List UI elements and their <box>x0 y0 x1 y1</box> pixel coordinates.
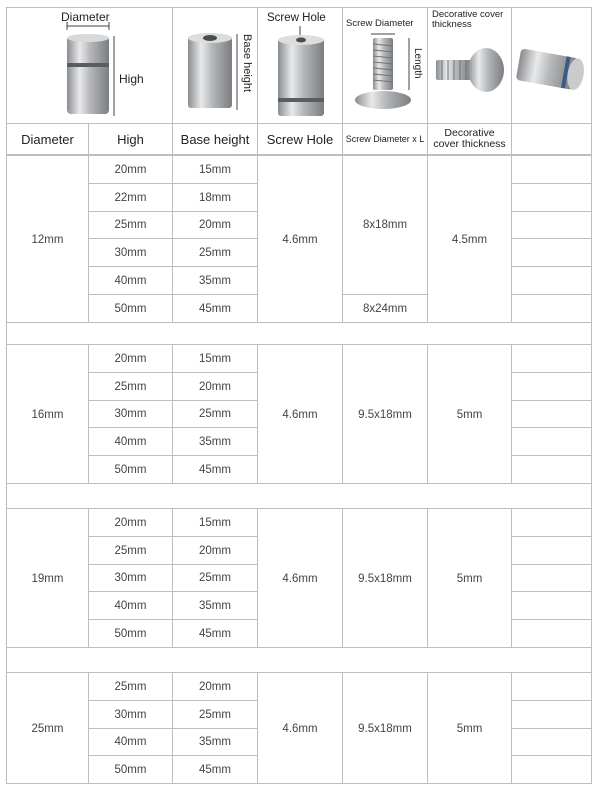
diameter-caption: Diameter <box>61 10 110 24</box>
base-height-cell: 35mm <box>173 729 258 756</box>
base-height-cell: 45mm <box>173 756 258 784</box>
base-height-cell: 18mm <box>173 184 258 212</box>
blank-cell <box>512 673 591 701</box>
blank-cell <box>512 295 591 323</box>
column-header <box>512 124 591 154</box>
column-header: Base height <box>173 124 258 154</box>
diameter-cell: 19mm <box>7 509 89 648</box>
base-height-cell: 35mm <box>173 428 258 456</box>
base-height-cell: 45mm <box>173 620 258 648</box>
base-height-cell: 20mm <box>173 212 258 239</box>
diameter-cell: 12mm <box>7 156 89 323</box>
blank-cell <box>512 373 591 401</box>
blank-cell <box>512 565 591 592</box>
base-height-cell: 20mm <box>173 373 258 401</box>
high-cell: 20mm <box>89 156 173 184</box>
base-height-cell: 35mm <box>173 267 258 295</box>
screw-hole-illustration <box>258 8 343 123</box>
screw-size-cell: 9.5x18mm <box>343 345 428 484</box>
base-height-cell: 35mm <box>173 592 258 620</box>
screw-image-cell <box>343 8 428 123</box>
base-height-cell: 25mm <box>173 239 258 267</box>
high-cell: 40mm <box>89 729 173 756</box>
high-cell: 40mm <box>89 267 173 295</box>
table-header-row <box>6 124 592 155</box>
diameter-cell: 16mm <box>7 345 89 484</box>
high-cell: 25mm <box>89 673 173 701</box>
blank-cell <box>512 537 591 565</box>
length-caption: Length <box>412 48 423 79</box>
high-cell: 25mm <box>89 373 173 401</box>
high-cell: 22mm <box>89 184 173 212</box>
screw-hole-cell: 4.6mm <box>258 509 343 648</box>
size-group <box>6 508 592 648</box>
base-height-cell: 15mm <box>173 345 258 373</box>
blank-cell <box>512 156 591 184</box>
high-caption: High <box>119 72 144 86</box>
high-cell: 30mm <box>89 401 173 428</box>
screw-size-cell: 9.5x18mm <box>343 673 428 784</box>
high-cell: 30mm <box>89 701 173 729</box>
high-cell: 50mm <box>89 456 173 484</box>
blank-cell <box>512 184 591 212</box>
high-cell: 20mm <box>89 345 173 373</box>
screw-hole-cell: 4.6mm <box>258 345 343 484</box>
screw-illustration <box>343 8 428 123</box>
assembled-image-cell <box>512 8 591 123</box>
cover-thickness-cell: 5mm <box>428 509 512 648</box>
column-header: High <box>89 124 173 154</box>
blank-cell <box>512 428 591 456</box>
blank-cell <box>512 729 591 756</box>
blank-cell <box>512 456 591 484</box>
blank-cell <box>512 345 591 373</box>
blank-cell <box>512 267 591 295</box>
base-height-cell: 25mm <box>173 701 258 729</box>
high-cell: 40mm <box>89 592 173 620</box>
blank-cell <box>512 239 591 267</box>
high-cell: 30mm <box>89 565 173 592</box>
column-header: Diameter <box>7 124 89 154</box>
high-cell: 30mm <box>89 239 173 267</box>
blank-cell <box>512 701 591 729</box>
high-cell: 50mm <box>89 295 173 323</box>
cover-thickness-cell: 5mm <box>428 345 512 484</box>
base-height-cell: 25mm <box>173 401 258 428</box>
screw-hole-image-cell <box>258 8 343 123</box>
high-cell: 20mm <box>89 509 173 537</box>
screw-diameter-caption: Screw Diameter <box>346 18 414 29</box>
blank-cell <box>512 212 591 239</box>
screw-size-cell: 8x18mm <box>343 156 428 295</box>
high-cell: 25mm <box>89 212 173 239</box>
high-cell: 50mm <box>89 756 173 784</box>
size-group <box>6 344 592 484</box>
screw-size-cell: 8x24mm <box>343 295 428 323</box>
cover-thickness-cell: 5mm <box>428 673 512 784</box>
screw-hole-caption: Screw Hole <box>267 12 326 24</box>
standoff-dimension-illustration <box>7 8 173 123</box>
size-group <box>6 672 592 784</box>
base-height-cell: 20mm <box>173 537 258 565</box>
high-cell: 25mm <box>89 537 173 565</box>
base-height-cell: 15mm <box>173 509 258 537</box>
product-image-row <box>6 7 592 124</box>
group-spacer <box>6 323 592 344</box>
high-cell: 50mm <box>89 620 173 648</box>
high-cell: 40mm <box>89 428 173 456</box>
base-height-image-cell <box>173 8 258 123</box>
cover-thickness-cell: 4.5mm <box>428 156 512 323</box>
blank-cell <box>512 401 591 428</box>
base-height-cell: 20mm <box>173 673 258 701</box>
cover-illustration <box>428 8 512 123</box>
column-header: Screw Hole <box>258 124 343 154</box>
base-height-cell: 45mm <box>173 295 258 323</box>
diameter-high-image-cell <box>7 8 173 123</box>
screw-hole-cell: 4.6mm <box>258 673 343 784</box>
base-height-caption: Base height <box>241 34 253 93</box>
assembled-illustration <box>512 8 591 123</box>
screw-hole-cell: 4.6mm <box>258 156 343 323</box>
blank-cell <box>512 620 591 648</box>
base-illustration <box>173 8 258 123</box>
blank-cell <box>512 756 591 784</box>
decorative-caption: Decorative cover thickness <box>432 9 504 30</box>
screw-size-cell: 9.5x18mm <box>343 509 428 648</box>
group-spacer <box>6 484 592 508</box>
blank-cell <box>512 592 591 620</box>
blank-cell <box>512 509 591 537</box>
base-height-cell: 25mm <box>173 565 258 592</box>
column-header: Decorative cover thickness <box>428 124 512 154</box>
base-height-cell: 15mm <box>173 156 258 184</box>
column-header: Screw Diameter x L <box>343 124 428 154</box>
size-group <box>6 155 592 323</box>
group-spacer <box>6 648 592 672</box>
cover-image-cell <box>428 8 512 123</box>
base-height-cell: 45mm <box>173 456 258 484</box>
diameter-cell: 25mm <box>7 673 89 784</box>
